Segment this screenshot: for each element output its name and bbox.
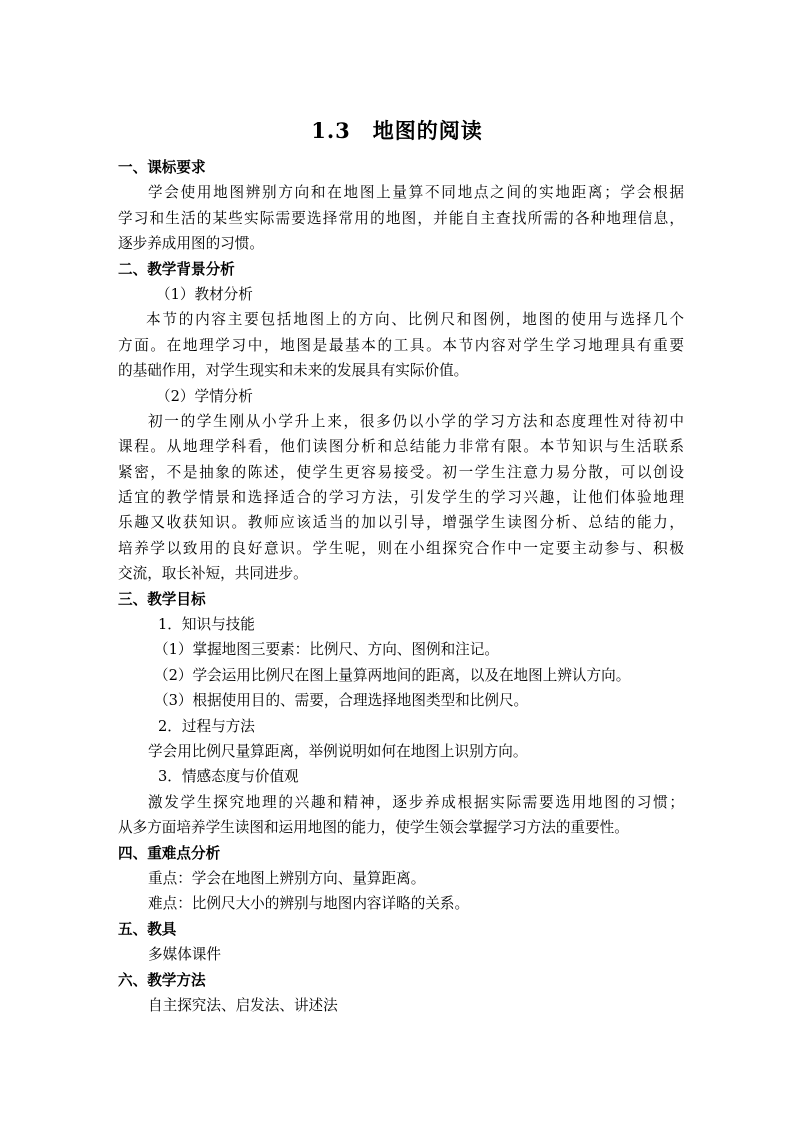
paragraph-line: 学会使用地图辨别方向和在地图上量算不同地点之间的实地距离；学会根据: [148, 184, 684, 202]
paragraph-line: 紧密，不是抽象的陈述，使学生更容易接受。初一学生注意力易分散，可以创设: [118, 463, 684, 481]
paragraph-line: 从多方面培养学生读图和运用地图的能力，使学生领会掌握学习方法的重要性。: [118, 819, 629, 837]
paragraph-line: 乐趣又收获知识。教师应该适当的加以引导，增强学生读图分析、总结的能力，: [118, 514, 684, 532]
paragraph-line: 课程。从地理学科看，他们读图分析和总结能力非常有限。本节知识与生活联系: [118, 438, 684, 456]
paragraph-line: 初一的学生刚从小学升上来，很多仍以小学的学习方法和态度理性对待初中: [148, 412, 684, 430]
section-heading-teaching-methods: 六、教学方法: [118, 971, 206, 989]
paragraph-line: 的基础作用，对学生现实和未来的发展具有实际价值。: [118, 362, 469, 380]
section-heading-objectives: 三、教学目标: [118, 590, 206, 608]
document-body: [118, 155, 684, 1018]
subheading-knowledge-skills: 1．知识与技能: [158, 616, 255, 634]
subheading-textbook-analysis: （1）教材分析: [156, 285, 253, 303]
paragraph-line: 培养学以致用的良好意识。学生呢，则在小组探究合作中一定要主动参与、积极: [118, 539, 684, 557]
key-point-line: 重点：学会在地图上辨别方向、量算距离。: [148, 869, 426, 887]
objective-item: （2）学会运用比例尺在图上量算两地间的距离，以及在地图上辨认方向。: [154, 666, 631, 684]
subheading-student-analysis: （2）学情分析: [156, 387, 253, 405]
section-heading-standards: 一、课标要求: [118, 159, 206, 176]
difficult-point-line: 难点：比例尺大小的辨别与地图内容详略的关系。: [148, 895, 470, 913]
objective-item: （1）掌握地图三要素：比例尺、方向、图例和注记。: [154, 641, 499, 659]
section-heading-key-points: 四、重难点分析: [118, 844, 221, 862]
paragraph-line: 激发学生探究地理的兴趣和精神，逐步养成根据实际需要选用地图的习惯；: [148, 793, 684, 811]
paragraph-line: 交流，取长补短，共同进步。: [118, 565, 308, 583]
paragraph-line: 方面。在地理学习中，地图是最基本的工具。本节内容对学生学习地理具有重要: [118, 336, 684, 354]
paragraph-line: 适宜的教学情景和选择适合的学习方法，引发学生的学习兴趣，让他们体验地理: [118, 489, 684, 507]
page-title: 1.3 地图的阅读: [311, 118, 483, 143]
paragraph-line: 多媒体课件: [148, 946, 221, 964]
section-heading-background: 二、教学背景分析: [118, 260, 235, 278]
paragraph-line: 学习和生活的某些实际需要选择常用的地图，并能自主查找所需的各种地理信息，: [118, 209, 684, 227]
paragraph-line: 逐步养成用图的习惯。: [118, 235, 264, 253]
subheading-process-method: 2．过程与方法: [158, 717, 255, 735]
objective-item: （3）根据使用目的、需要，合理选择地图类型和比例尺。: [154, 692, 529, 710]
paragraph-line: 本节的内容主要包括地图上的方向、比例尺和图例，地图的使用与选择几个: [146, 311, 684, 329]
subheading-attitude-values: 3．情感态度与价值观: [158, 768, 299, 786]
section-heading-teaching-aids: 五、教具: [118, 920, 177, 938]
paragraph-line: 自主探究法、启发法、讲述法: [148, 996, 338, 1014]
paragraph-line: 学会用比例尺量算距离，举例说明如何在地图上识别方向。: [148, 742, 528, 760]
